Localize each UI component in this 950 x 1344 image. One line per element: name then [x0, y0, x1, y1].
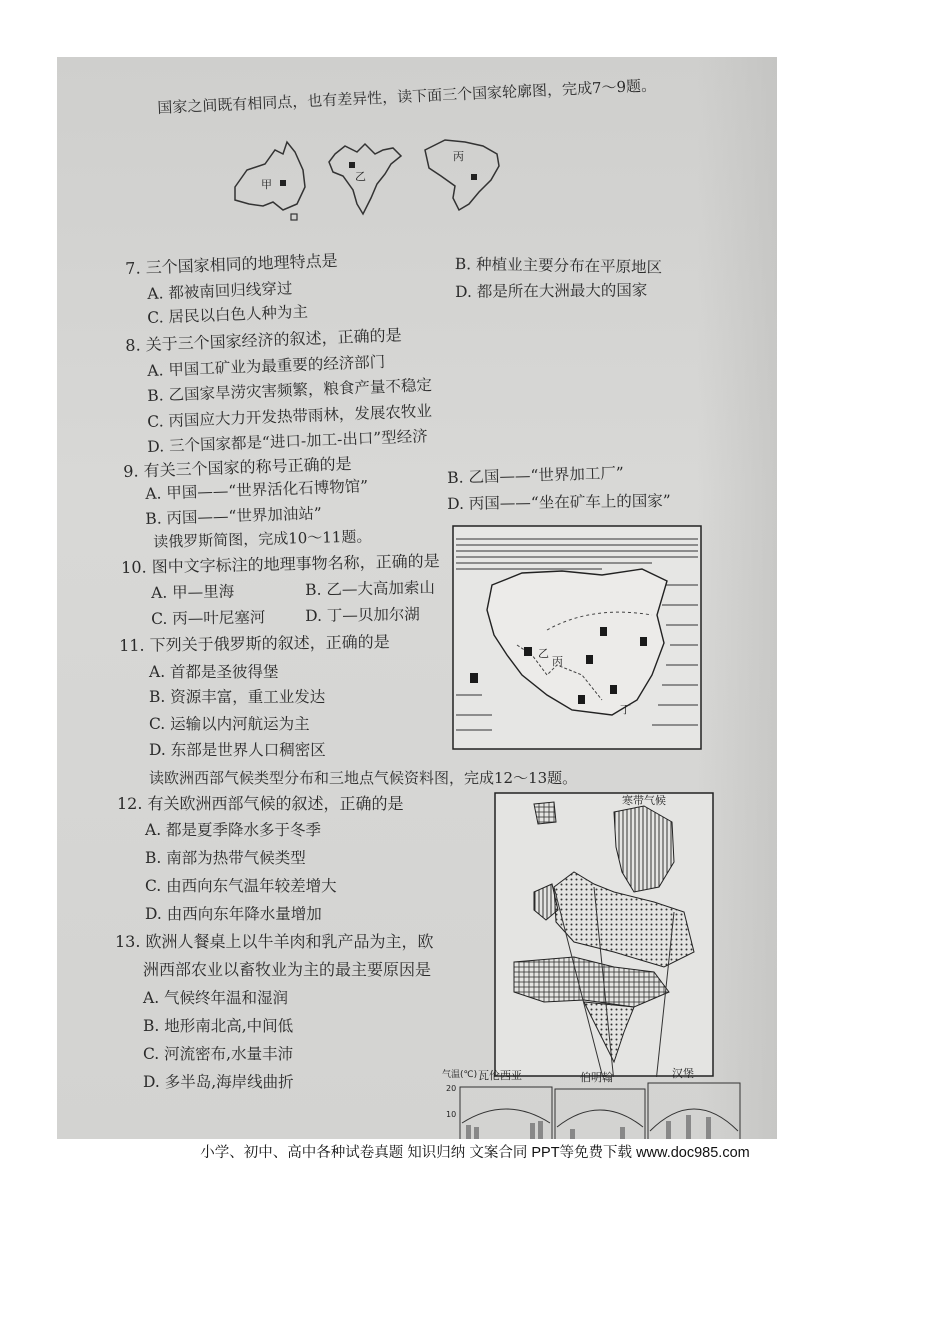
exam-photo — [57, 57, 777, 1139]
q12-option-d: D. 由西向东年降水量增加 — [145, 905, 322, 923]
q11-option-b: B. 资源丰富，重工业发达 — [149, 688, 326, 706]
q11-option-c: C. 运输以内河航运为主 — [149, 715, 310, 733]
intro-12-13: 读欧洲西部气候类型分布和三地点气候资料图，完成12～13题。 — [149, 769, 578, 787]
outline-label-bing: 丙 — [453, 150, 464, 163]
q12-option-c: C. 由西向东气温年较差增大 — [145, 877, 337, 895]
q8-stem: 8. 关于三个国家经济的叙述，正确的是 — [124, 325, 402, 355]
intro-10-11: 读俄罗斯简图，完成10～11题。 — [153, 527, 372, 551]
q12-option-b: B. 南部为热带气候类型 — [145, 849, 306, 867]
q13-stem-line2: 洲西部农业以畜牧业为主的最主要原因是 — [143, 960, 432, 979]
russia-label-yi: 乙 — [538, 647, 549, 660]
q13-option-b: B. 地形南北高,中间低 — [143, 1017, 294, 1035]
q13-option-a: A. 气候终年温和湿润 — [143, 989, 289, 1007]
russia-label-bing: 丙 — [552, 655, 563, 668]
q7-option-b: B. 种植业主要分布在平原地区 — [454, 255, 663, 277]
q10-option-b: B. 乙—大高加索山 — [305, 578, 436, 599]
q13-option-d: D. 多半岛,海岸线曲折 — [143, 1073, 294, 1091]
australia-outline — [235, 142, 305, 210]
q11-option-a: A. 首都是圣彼得堡 — [149, 663, 279, 681]
q9-stem: 9. 有关三个国家的称号正确的是 — [122, 454, 352, 481]
q11-stem: 11. 下列关于俄罗斯的叙述，正确的是 — [118, 632, 390, 655]
q10-option-a: A. 甲—里海 — [151, 582, 235, 602]
footer-text: 小学、初中、高中各种试卷真题 知识归纳 文案合同 PPT等免费下载 www.doc985.com — [200, 1145, 750, 1161]
q12-stem: 12. 有关欧洲西部气候的叙述，正确的是 — [117, 794, 404, 813]
intro-7-9: 国家之间既有相同点，也有差异性，读下面三个国家轮廓图，完成7～9题。 — [157, 76, 657, 117]
climate-charts — [440, 1065, 777, 1139]
outline-label-yi: 乙 — [355, 170, 366, 183]
q7-stem: 7. 三个国家相同的地理特点是 — [124, 250, 338, 278]
tick-20: 20 — [446, 1084, 457, 1093]
country-outlines — [225, 132, 510, 232]
russia-label-ding: 丁 — [620, 703, 631, 716]
q7-option-c: C. 居民以白色人种为主 — [147, 302, 309, 327]
q10-option-d: D. 丁—贝加尔湖 — [305, 605, 420, 625]
q9-option-d: D. 丙国——“坐在矿车上的国家” — [447, 491, 671, 513]
q10-stem: 10. 图中文字标注的地理事物名称，正确的是 — [120, 551, 440, 577]
station-name-3: 汉堡 — [672, 1067, 694, 1080]
q11-option-d: D. 东部是世界人口稠密区 — [149, 741, 326, 759]
q8-option-b: B. 乙国家旱涝灾害频繁，粮食产量不稳定 — [147, 376, 433, 405]
climate-axis-label: 气温(℃) — [442, 1070, 478, 1080]
tick-10: 10 — [446, 1110, 457, 1119]
outline-label-jia: 甲 — [261, 178, 272, 191]
q8-option-d: D. 三个国家都是“进口-加工-出口”型经济 — [147, 427, 429, 456]
q13-option-c: C. 河流密布,水量丰沛 — [143, 1045, 294, 1063]
q8-option-c: C. 丙国应大力开发热带雨林，发展农牧业 — [147, 402, 433, 431]
q7-option-d: D. 都是所在大洲最大的国家 — [455, 281, 648, 301]
q9-option-c: B. 丙国——“世界加油站” — [145, 504, 323, 528]
station-name-2: 伯明翰 — [580, 1071, 613, 1084]
europe-climate-map — [494, 792, 714, 1077]
q13-stem-line1: 13. 欧洲人餐桌上以牛羊肉和乳产品为主，欧 — [115, 932, 434, 951]
russia-map — [452, 525, 702, 750]
station-name-1: 瓦伦西亚 — [478, 1069, 522, 1082]
q12-option-a: A. 都是夏季降水多于冬季 — [145, 821, 322, 839]
europe-map-label: 寒带气候 — [622, 794, 666, 807]
q10-option-c: C. 丙—叶尼塞河 — [151, 608, 266, 628]
q9-option-b: B. 乙国——“世界加工厂” — [447, 464, 625, 487]
q9-option-a: A. 甲国——“世界活化石博物馆” — [145, 477, 369, 503]
q7-option-a: A. 都被南回归线穿过 — [147, 279, 293, 303]
q8-option-a: A. 甲国工矿业为最重要的经济部门 — [147, 352, 386, 380]
